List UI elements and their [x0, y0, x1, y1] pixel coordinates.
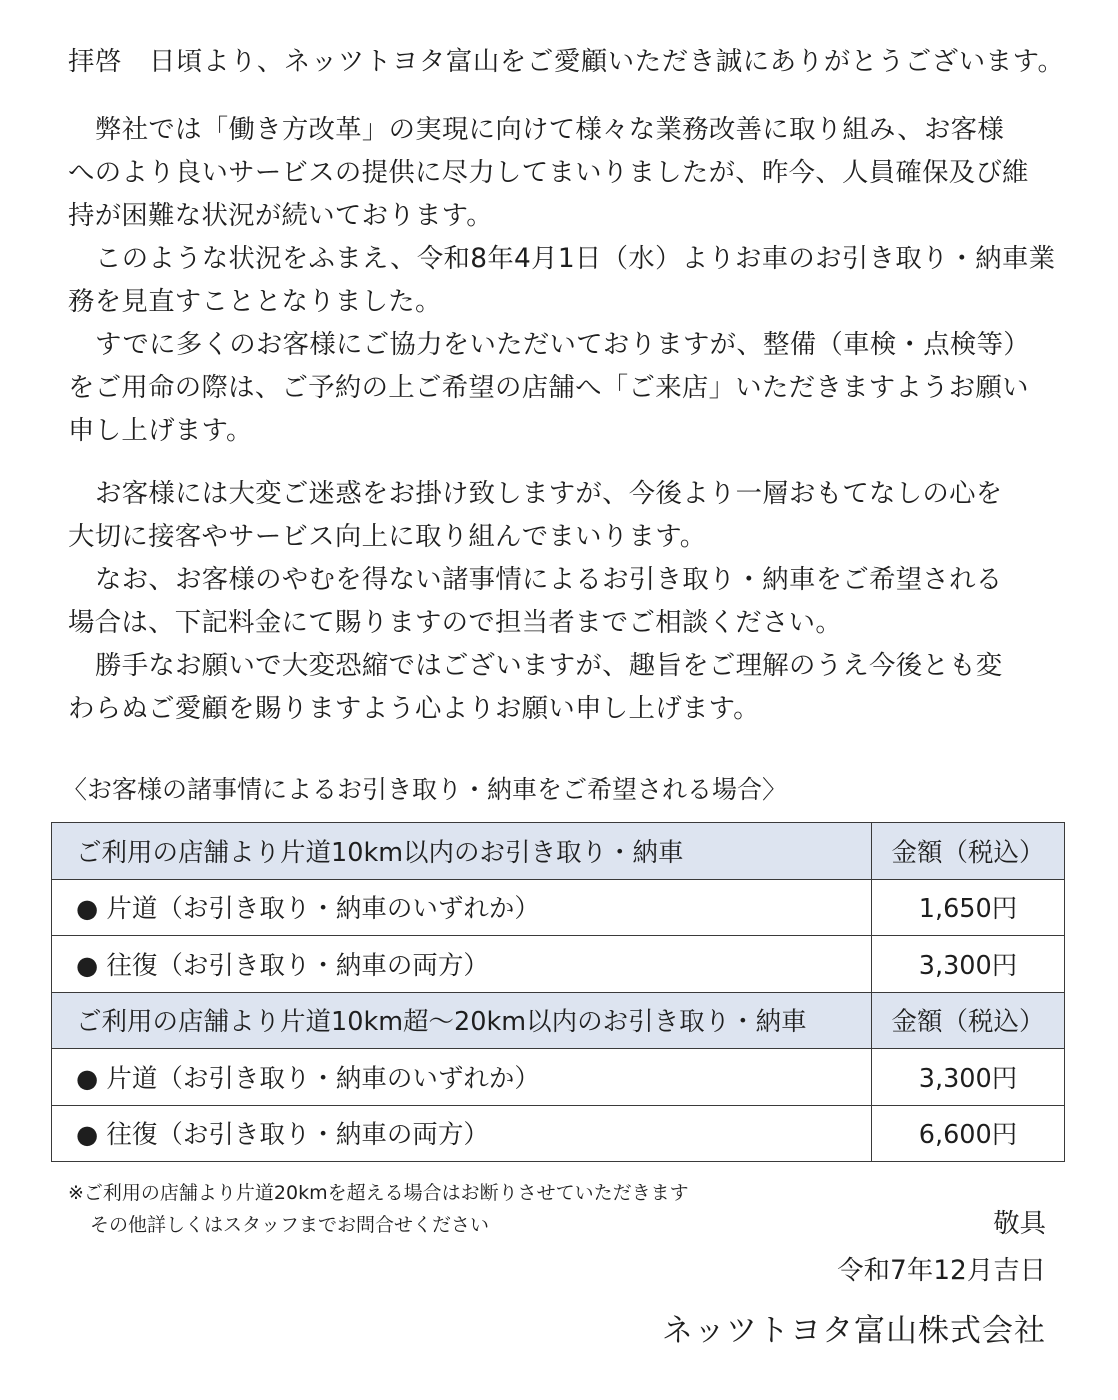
- paragraph-line: このような状況をふまえ、令和8年4月1日（水）よりお車のお引き取り・納車業: [95, 243, 1056, 274]
- fee-label: ● 往復（お引き取り・納車の両方）: [52, 936, 872, 993]
- note-line: その他詳しくはスタッフまでお問合せください: [90, 1214, 490, 1236]
- fee-table: [51, 822, 1064, 1162]
- fee-price: 1,650円: [872, 879, 1065, 936]
- section-heading: ご利用の店舗より片道10km以内のお引き取り・納車: [52, 823, 872, 880]
- table-row: [52, 1049, 1065, 1106]
- table-header-row: [52, 823, 1065, 880]
- price-header: 金額（税込）: [872, 823, 1065, 880]
- paragraph-line: すでに多くのお客様にご協力をいただいておりますが、整備（車検・点検等）: [95, 329, 1030, 360]
- fee-label: ● 往復（お引き取り・納車の両方）: [52, 1105, 872, 1162]
- paragraph-line: 勝手なお願いで大変恐縮ではございますが、趣旨をご理解のうえ今後とも変: [95, 650, 1003, 681]
- paragraph-line: お客様には大変ご迷惑をお掛け致しますが、今後より一層おもてなしの心を: [95, 478, 1003, 509]
- section-heading: ご利用の店舗より片道10km超～20km以内のお引き取り・納車: [52, 992, 872, 1049]
- paragraph-line: 大切に接客やサービス向上に取り組んでまいります。: [68, 521, 707, 552]
- paragraph-line: 弊社では「働き方改革」の実現に向けて様々な業務改善に取り組み、お客様: [95, 114, 1005, 145]
- paragraph-line: 務を見直すこととなりました。: [68, 286, 442, 317]
- paragraph-line: 場合は、下記料金にて賜りますので担当者までご相談ください。: [68, 607, 843, 638]
- company-name: ネッツトヨタ富山株式会社: [662, 1313, 1046, 1349]
- fee-price: 3,300円: [872, 936, 1065, 993]
- date: 令和7年12月吉日: [837, 1255, 1046, 1286]
- table-row: [52, 936, 1065, 993]
- fee-label: ● 片道（お引き取り・納車のいずれか）: [52, 879, 872, 936]
- fee-price: 6,600円: [872, 1105, 1065, 1162]
- note-line: ※ご利用の店舗より片道20kmを超える場合はお断りさせていただきます: [68, 1182, 689, 1204]
- paragraph-line: 申し上げます。: [68, 415, 253, 446]
- paragraph-line: なお、お客様のやむを得ない諸事情によるお引き取り・納車をご希望される: [95, 564, 1003, 595]
- table-header-row: [52, 992, 1065, 1049]
- salutation: 拝啓 日頃より、ネッツトヨタ富山をご愛顧いただき誠にありがとうございます。: [68, 46, 1065, 77]
- table-row: [52, 1105, 1065, 1162]
- table-caption: 〈お客様の諸事情によるお引き取り・納車をご希望される場合〉: [62, 775, 788, 804]
- keigu: 敬具: [993, 1208, 1046, 1239]
- fee-price: 3,300円: [872, 1049, 1065, 1106]
- paragraph-line: をご用命の際は、ご予約の上ご希望の店舗へ「ご来店」いただきますようお願い: [68, 372, 1029, 403]
- price-header: 金額（税込）: [872, 992, 1065, 1049]
- fee-label: ● 片道（お引き取り・納車のいずれか）: [52, 1049, 872, 1106]
- paragraph-line: わらぬご愛顧を賜りますよう心よりお願い申し上げます。: [68, 693, 760, 724]
- table-row: [52, 879, 1065, 936]
- paragraph-line: 持が困難な状況が続いております。: [68, 200, 493, 231]
- paragraph-line: へのより良いサービスの提供に尽力してまいりましたが、昨今、人員確保及び維: [68, 157, 1029, 188]
